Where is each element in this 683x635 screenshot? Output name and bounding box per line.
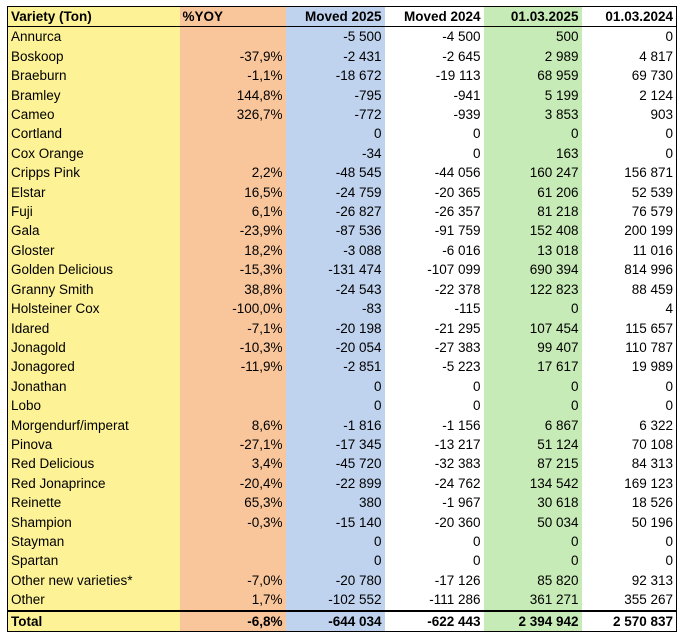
cell-stock-2025: 163 <box>484 144 582 163</box>
cell-yoy: 6,1% <box>180 202 286 221</box>
cell-moved-2025: -20 780 <box>286 571 385 590</box>
cell-variety: Spartan <box>8 551 180 570</box>
table-row <box>8 260 677 279</box>
cell-yoy: -23,9% <box>180 221 286 240</box>
cell-stock-2024: 92 313 <box>582 571 677 590</box>
table-row <box>8 416 677 435</box>
table-row <box>8 551 677 570</box>
cell-moved-2024: -941 <box>385 86 484 105</box>
cell-variety: Cameo <box>8 105 180 124</box>
cell-variety: Granny Smith <box>8 280 180 299</box>
cell-moved-2025: 0 <box>286 532 385 551</box>
cell-yoy: 326,7% <box>180 105 286 124</box>
cell-stock-2024: 84 313 <box>582 454 677 473</box>
cell-moved-2024: -2 645 <box>385 47 484 66</box>
cell-moved-2024: -21 295 <box>385 319 484 338</box>
cell-moved-2024: -22 378 <box>385 280 484 299</box>
cell-moved-2024: 0 <box>385 377 484 396</box>
table-row <box>8 66 677 85</box>
total-stock-2025: 2 394 942 <box>484 611 582 632</box>
cell-moved-2024: -111 286 <box>385 590 484 610</box>
cell-moved-2024: -27 383 <box>385 338 484 357</box>
cell-moved-2024: -19 113 <box>385 66 484 85</box>
cell-yoy <box>180 144 286 163</box>
cell-yoy <box>180 124 286 143</box>
total-moved-2025: -644 034 <box>286 611 385 632</box>
cell-moved-2025: -83 <box>286 299 385 318</box>
cell-stock-2025: 85 820 <box>484 571 582 590</box>
cell-variety: Stayman <box>8 532 180 551</box>
cell-variety: Cortland <box>8 124 180 143</box>
cell-stock-2024: 0 <box>582 396 677 415</box>
cell-stock-2024: 355 267 <box>582 590 677 610</box>
cell-variety: Gloster <box>8 241 180 260</box>
cell-variety: Reinette <box>8 493 180 512</box>
table-row <box>8 474 677 493</box>
cell-stock-2024: 0 <box>582 551 677 570</box>
cell-moved-2024: -44 056 <box>385 163 484 182</box>
cell-moved-2025: -772 <box>286 105 385 124</box>
cell-moved-2025: -24 543 <box>286 280 385 299</box>
cell-yoy: -10,3% <box>180 338 286 357</box>
table-row <box>8 183 677 202</box>
table-row <box>8 86 677 105</box>
cell-moved-2024: -939 <box>385 105 484 124</box>
cell-yoy: 3,4% <box>180 454 286 473</box>
cell-variety: Jonathan <box>8 377 180 396</box>
cell-stock-2025: 5 199 <box>484 86 582 105</box>
cell-moved-2024: -1 156 <box>385 416 484 435</box>
cell-stock-2025: 81 218 <box>484 202 582 221</box>
cell-stock-2024: 200 199 <box>582 221 677 240</box>
cell-variety: Jonagored <box>8 357 180 376</box>
cell-stock-2025: 50 034 <box>484 513 582 532</box>
cell-stock-2025: 152 408 <box>484 221 582 240</box>
cell-stock-2024: 76 579 <box>582 202 677 221</box>
cell-stock-2024: 70 108 <box>582 435 677 454</box>
cell-stock-2025: 160 247 <box>484 163 582 182</box>
table-row <box>8 513 677 532</box>
total-row <box>8 611 677 632</box>
cell-moved-2025: -131 474 <box>286 260 385 279</box>
cell-yoy <box>180 396 286 415</box>
cell-variety: Shampion <box>8 513 180 532</box>
cell-moved-2024: 0 <box>385 144 484 163</box>
cell-variety: Other new varieties* <box>8 571 180 590</box>
cell-moved-2024: -13 217 <box>385 435 484 454</box>
cell-variety: Elstar <box>8 183 180 202</box>
table-row <box>8 280 677 299</box>
cell-stock-2025: 361 271 <box>484 590 582 610</box>
cell-yoy <box>180 532 286 551</box>
cell-yoy: 38,8% <box>180 280 286 299</box>
cell-stock-2025: 6 867 <box>484 416 582 435</box>
cell-moved-2024: -5 223 <box>385 357 484 376</box>
cell-moved-2025: -2 431 <box>286 47 385 66</box>
table-row <box>8 571 677 590</box>
cell-stock-2024: 156 871 <box>582 163 677 182</box>
cell-stock-2025: 87 215 <box>484 454 582 473</box>
total-moved-2024: -622 443 <box>385 611 484 632</box>
cell-stock-2024: 4 <box>582 299 677 318</box>
table-row <box>8 319 677 338</box>
cell-stock-2024: 0 <box>582 377 677 396</box>
cell-stock-2025: 68 959 <box>484 66 582 85</box>
cell-variety: Red Jonaprince <box>8 474 180 493</box>
cell-variety: Pinova <box>8 435 180 454</box>
cell-yoy: -1,1% <box>180 66 286 85</box>
cell-stock-2024: 903 <box>582 105 677 124</box>
cell-moved-2025: -18 672 <box>286 66 385 85</box>
cell-stock-2025: 2 989 <box>484 47 582 66</box>
cell-moved-2024: 0 <box>385 551 484 570</box>
cell-stock-2024: 110 787 <box>582 338 677 357</box>
cell-stock-2024: 18 526 <box>582 493 677 512</box>
table-row <box>8 105 677 124</box>
cell-moved-2025: -34 <box>286 144 385 163</box>
cell-yoy <box>180 377 286 396</box>
cell-yoy: 144,8% <box>180 86 286 105</box>
cell-moved-2025: 380 <box>286 493 385 512</box>
header-moved-2024: Moved 2024 <box>385 7 484 27</box>
cell-stock-2025: 690 394 <box>484 260 582 279</box>
cell-moved-2024: -20 360 <box>385 513 484 532</box>
cell-moved-2025: 0 <box>286 377 385 396</box>
cell-moved-2024: -115 <box>385 299 484 318</box>
cell-stock-2025: 500 <box>484 27 582 47</box>
cell-moved-2025: 0 <box>286 396 385 415</box>
total-label: Total <box>8 611 180 632</box>
cell-yoy: -20,4% <box>180 474 286 493</box>
cell-yoy: 1,7% <box>180 590 286 610</box>
cell-stock-2024: 0 <box>582 124 677 143</box>
cell-moved-2024: -26 357 <box>385 202 484 221</box>
cell-stock-2024: 88 459 <box>582 280 677 299</box>
cell-moved-2025: -20 198 <box>286 319 385 338</box>
table-row <box>8 47 677 66</box>
cell-stock-2024: 169 123 <box>582 474 677 493</box>
cell-variety: Holsteiner Cox <box>8 299 180 318</box>
header-stock-2024: 01.03.2024 <box>582 7 677 27</box>
cell-moved-2024: -1 967 <box>385 493 484 512</box>
cell-stock-2025: 0 <box>484 396 582 415</box>
cell-yoy: -37,9% <box>180 47 286 66</box>
table-row <box>8 163 677 182</box>
cell-variety: Braeburn <box>8 66 180 85</box>
cell-stock-2024: 50 196 <box>582 513 677 532</box>
cell-yoy: -0,3% <box>180 513 286 532</box>
cell-yoy: 16,5% <box>180 183 286 202</box>
table-row <box>8 202 677 221</box>
table-row <box>8 493 677 512</box>
cell-stock-2025: 107 454 <box>484 319 582 338</box>
cell-moved-2024: 0 <box>385 124 484 143</box>
cell-yoy: -15,3% <box>180 260 286 279</box>
cell-variety: Annurca <box>8 27 180 47</box>
cell-variety: Boskoop <box>8 47 180 66</box>
cell-stock-2024: 19 989 <box>582 357 677 376</box>
cell-moved-2025: -45 720 <box>286 454 385 473</box>
cell-yoy: -100,0% <box>180 299 286 318</box>
cell-moved-2025: -1 816 <box>286 416 385 435</box>
cell-stock-2025: 0 <box>484 377 582 396</box>
cell-moved-2025: 0 <box>286 551 385 570</box>
cell-variety: Lobo <box>8 396 180 415</box>
cell-variety: Red Delicious <box>8 454 180 473</box>
cell-variety: Fuji <box>8 202 180 221</box>
cell-moved-2025: -22 899 <box>286 474 385 493</box>
table-row <box>8 590 677 610</box>
cell-moved-2025: -24 759 <box>286 183 385 202</box>
table-body <box>8 27 677 611</box>
table-row <box>8 299 677 318</box>
cell-stock-2025: 0 <box>484 299 582 318</box>
cell-variety: Golden Delicious <box>8 260 180 279</box>
header-row <box>8 7 677 27</box>
cell-stock-2024: 69 730 <box>582 66 677 85</box>
cell-yoy: -7,0% <box>180 571 286 590</box>
table-row <box>8 144 677 163</box>
cell-moved-2024: 0 <box>385 396 484 415</box>
cell-variety: Morgendurf/imperat <box>8 416 180 435</box>
cell-moved-2025: -795 <box>286 86 385 105</box>
cell-variety: Jonagold <box>8 338 180 357</box>
cell-moved-2025: -17 345 <box>286 435 385 454</box>
cell-stock-2024: 4 817 <box>582 47 677 66</box>
table-row <box>8 435 677 454</box>
cell-yoy <box>180 551 286 570</box>
cell-stock-2024: 6 322 <box>582 416 677 435</box>
cell-moved-2025: 0 <box>286 124 385 143</box>
cell-moved-2024: -107 099 <box>385 260 484 279</box>
cell-moved-2025: -15 140 <box>286 513 385 532</box>
table-row <box>8 396 677 415</box>
table-row <box>8 532 677 551</box>
table-row <box>8 454 677 473</box>
table-row <box>8 357 677 376</box>
cell-yoy: 65,3% <box>180 493 286 512</box>
cell-moved-2025: -5 500 <box>286 27 385 47</box>
cell-moved-2025: -3 088 <box>286 241 385 260</box>
total-yoy: -6,8% <box>180 611 286 632</box>
cell-moved-2025: -87 536 <box>286 221 385 240</box>
cell-stock-2025: 17 617 <box>484 357 582 376</box>
cell-moved-2025: -26 827 <box>286 202 385 221</box>
header-moved-2025: Moved 2025 <box>286 7 385 27</box>
cell-moved-2024: -24 762 <box>385 474 484 493</box>
cell-moved-2025: -102 552 <box>286 590 385 610</box>
cell-yoy: 2,2% <box>180 163 286 182</box>
cell-variety: Cripps Pink <box>8 163 180 182</box>
cell-yoy: 18,2% <box>180 241 286 260</box>
cell-stock-2025: 30 618 <box>484 493 582 512</box>
cell-yoy: -7,1% <box>180 319 286 338</box>
cell-variety: Bramley <box>8 86 180 105</box>
total-stock-2024: 2 570 837 <box>582 611 677 632</box>
cell-stock-2025: 0 <box>484 532 582 551</box>
table-row <box>8 377 677 396</box>
cell-variety: Gala <box>8 221 180 240</box>
cell-stock-2025: 0 <box>484 551 582 570</box>
cell-moved-2024: -6 016 <box>385 241 484 260</box>
cell-yoy: 8,6% <box>180 416 286 435</box>
cell-stock-2024: 0 <box>582 27 677 47</box>
cell-moved-2025: -2 851 <box>286 357 385 376</box>
cell-moved-2024: 0 <box>385 532 484 551</box>
header-stock-2025: 01.03.2025 <box>484 7 582 27</box>
cell-moved-2025: -20 054 <box>286 338 385 357</box>
header-variety: Variety (Ton) <box>8 7 180 27</box>
cell-stock-2025: 3 853 <box>484 105 582 124</box>
cell-stock-2024: 0 <box>582 144 677 163</box>
cell-stock-2025: 0 <box>484 124 582 143</box>
cell-yoy: -27,1% <box>180 435 286 454</box>
cell-stock-2024: 2 124 <box>582 86 677 105</box>
cell-stock-2025: 51 124 <box>484 435 582 454</box>
cell-moved-2025: -48 545 <box>286 163 385 182</box>
cell-stock-2024: 115 657 <box>582 319 677 338</box>
cell-stock-2024: 11 016 <box>582 241 677 260</box>
table-row <box>8 338 677 357</box>
cell-stock-2024: 814 996 <box>582 260 677 279</box>
cell-stock-2024: 52 539 <box>582 183 677 202</box>
table-row <box>8 221 677 240</box>
cell-moved-2024: -4 500 <box>385 27 484 47</box>
apple-stock-table <box>7 6 677 632</box>
header-yoy: %YOY <box>180 7 286 27</box>
cell-stock-2025: 134 542 <box>484 474 582 493</box>
table-row <box>8 27 677 47</box>
cell-moved-2024: -91 759 <box>385 221 484 240</box>
cell-variety: Idared <box>8 319 180 338</box>
cell-moved-2024: -17 126 <box>385 571 484 590</box>
cell-stock-2025: 13 018 <box>484 241 582 260</box>
cell-variety: Other <box>8 590 180 610</box>
cell-stock-2024: 0 <box>582 532 677 551</box>
cell-stock-2025: 99 407 <box>484 338 582 357</box>
table-row <box>8 124 677 143</box>
cell-moved-2024: -20 365 <box>385 183 484 202</box>
cell-stock-2025: 61 206 <box>484 183 582 202</box>
cell-variety: Cox Orange <box>8 144 180 163</box>
cell-yoy: -11,9% <box>180 357 286 376</box>
cell-moved-2024: -32 383 <box>385 454 484 473</box>
cell-stock-2025: 122 823 <box>484 280 582 299</box>
cell-yoy <box>180 27 286 47</box>
table-row <box>8 241 677 260</box>
